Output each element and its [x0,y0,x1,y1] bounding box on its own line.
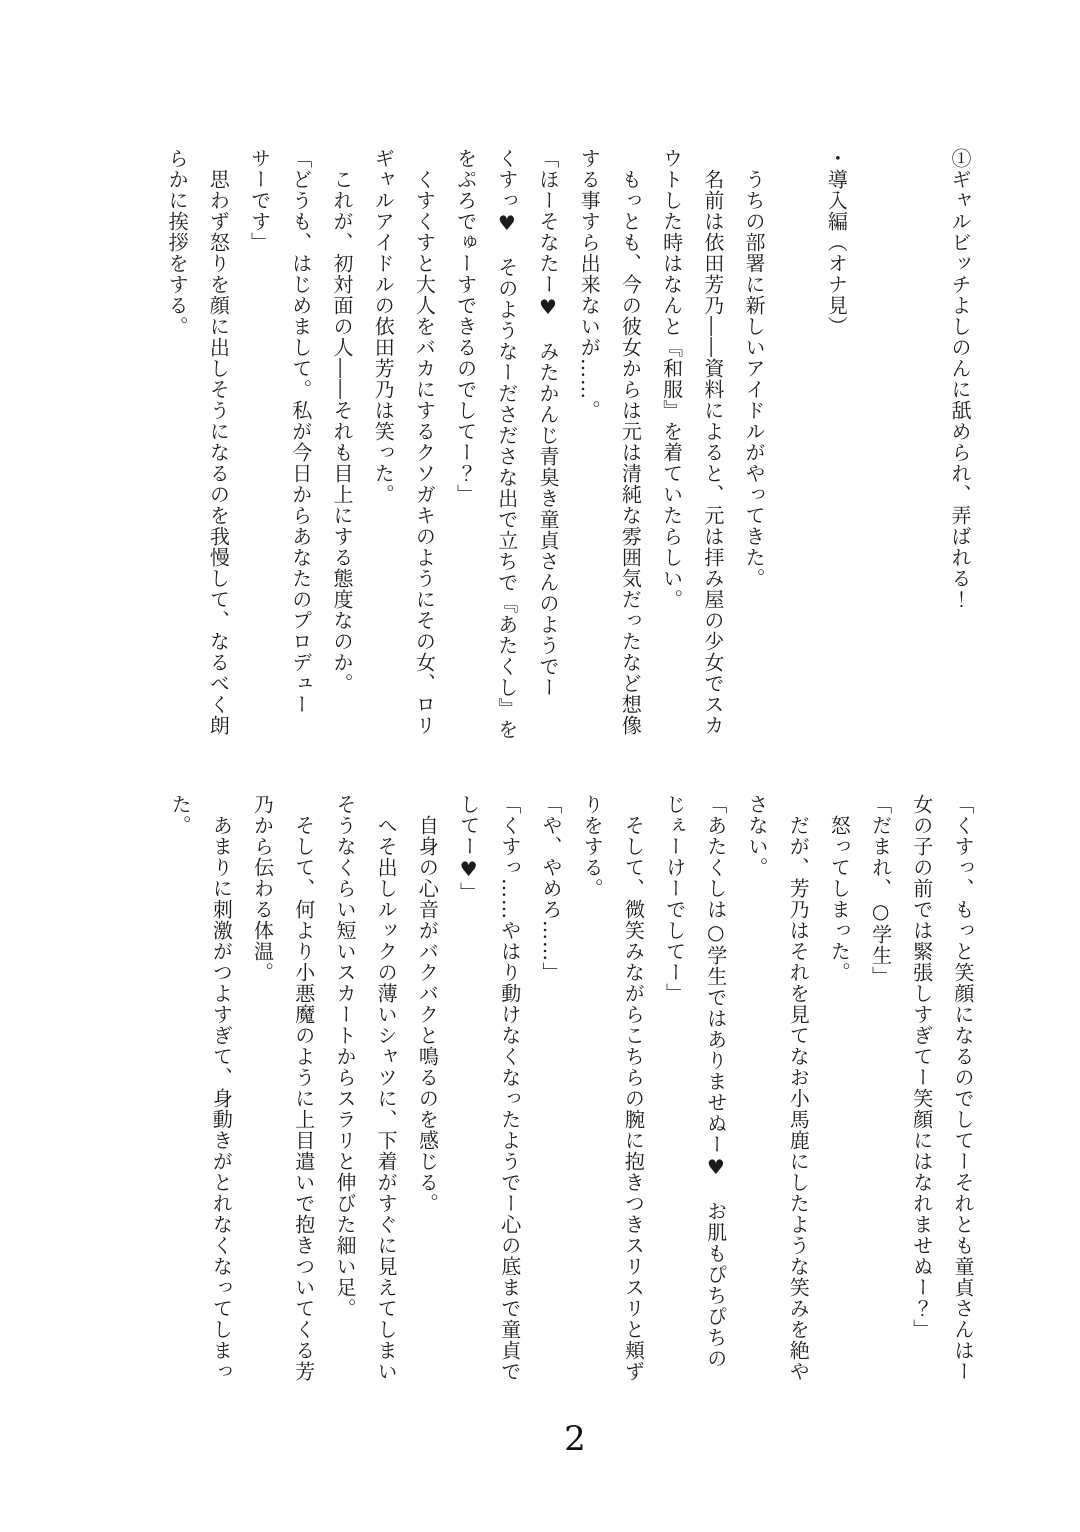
text-line: らかに挨拶をする。 [165,148,190,337]
text-line: 「どうも、はじめまして。私が今日からあなたのプロデュー [288,148,313,715]
text-line: 「だまれ、○学生」 [868,794,893,987]
text-line: 怒ってしまった。 [827,815,852,983]
text-line: じぇーけーでしてー」 [662,794,687,1004]
page-number: 2 [564,1419,586,1459]
text-line: だが、芳乃はそれを見てなお小馬鹿にしたような笑みを絶や [786,815,811,1382]
text-section-bottom [159,794,983,1384]
text-line: くすくすと大人をバカにするクソガキのようにその女、ロリ [412,169,437,736]
text-line: 「あたくしは○学生ではありませぬー♥ お肌もぴちぴちの [703,794,728,1369]
text-line: さない。 [744,794,769,878]
text-line: 「ほーそなたー♥ みたかんじ青臭き童貞さんのようでー [536,148,560,698]
text-line: た。 [168,794,193,836]
text-line: してー♥」 [456,794,481,903]
text-line: ウトした時はなんと『和服』を着ていたらしい。 [659,148,684,610]
text-line: 自身の心音がバクバクと鳴るのを感じる。 [415,815,440,1214]
text-line: する事すら出来ないが……。 [577,148,602,421]
text-line: そして、微笑みながらこちらの腕に抱きつきスリスリと頬ず [621,815,646,1382]
text-line: りをする。 [580,794,605,899]
text-line: 乃から伝わる体温。 [250,794,275,983]
text-line: くすっ♥ そのようなーださださな出で立ちで『あたくし』を [494,148,519,740]
text-line: もっとも、今の彼女からは元は清純な雰囲気だったなど想像 [618,169,643,736]
text-line: 「くすっ、もっと笑顔になるのでしてーそれとも童貞さんはー [951,794,975,1382]
text-line: 思わず怒りを顔に出しそうになるのを我慢して、なるべく朗 [206,169,231,736]
text-line: そして、何より小悪魔のように上目遣いで抱きついてくる芳 [291,815,316,1382]
text-line: あまりに刺激がつよすぎて、身動きがとれなくなってしまっ [209,815,234,1382]
text-section-top [156,148,980,738]
text-line: そうなくらい短いスカートからスラリと伸びた細い足。 [332,794,357,1319]
text-line: これが、初対面の人――それも目上にする態度なのか。 [329,169,354,694]
text-line: 名前は依田芳乃――資料によると、元は拝み屋の少女でスカ [700,169,725,736]
text-line: サーです」 [247,148,272,253]
text-line: へそ出しルックの薄いシャツに、下着がすぐに見えてしまい [374,815,399,1382]
text-line: 「くすっ……やはり動けなくなったようでー心の底まで童貞で [497,794,522,1382]
text-line: 「や、やめろ……」 [538,794,563,983]
text-line: をぷろでゅーすできるのでしてー？」 [453,148,478,505]
text-line: うちの部署に新しいアイドルがやってきた。 [742,169,767,589]
text-line: ①ギャルビッチよしのんに舐められ、弄ばれる！ [948,148,972,610]
text-line: ・導入編（オナ見） [824,148,849,337]
text-line: 女の子の前では緊張しすぎてー笑顔にはなれませぬー？」 [909,794,934,1340]
text-line: ギャルアイドルの依田芳乃は笑った。 [371,148,396,505]
